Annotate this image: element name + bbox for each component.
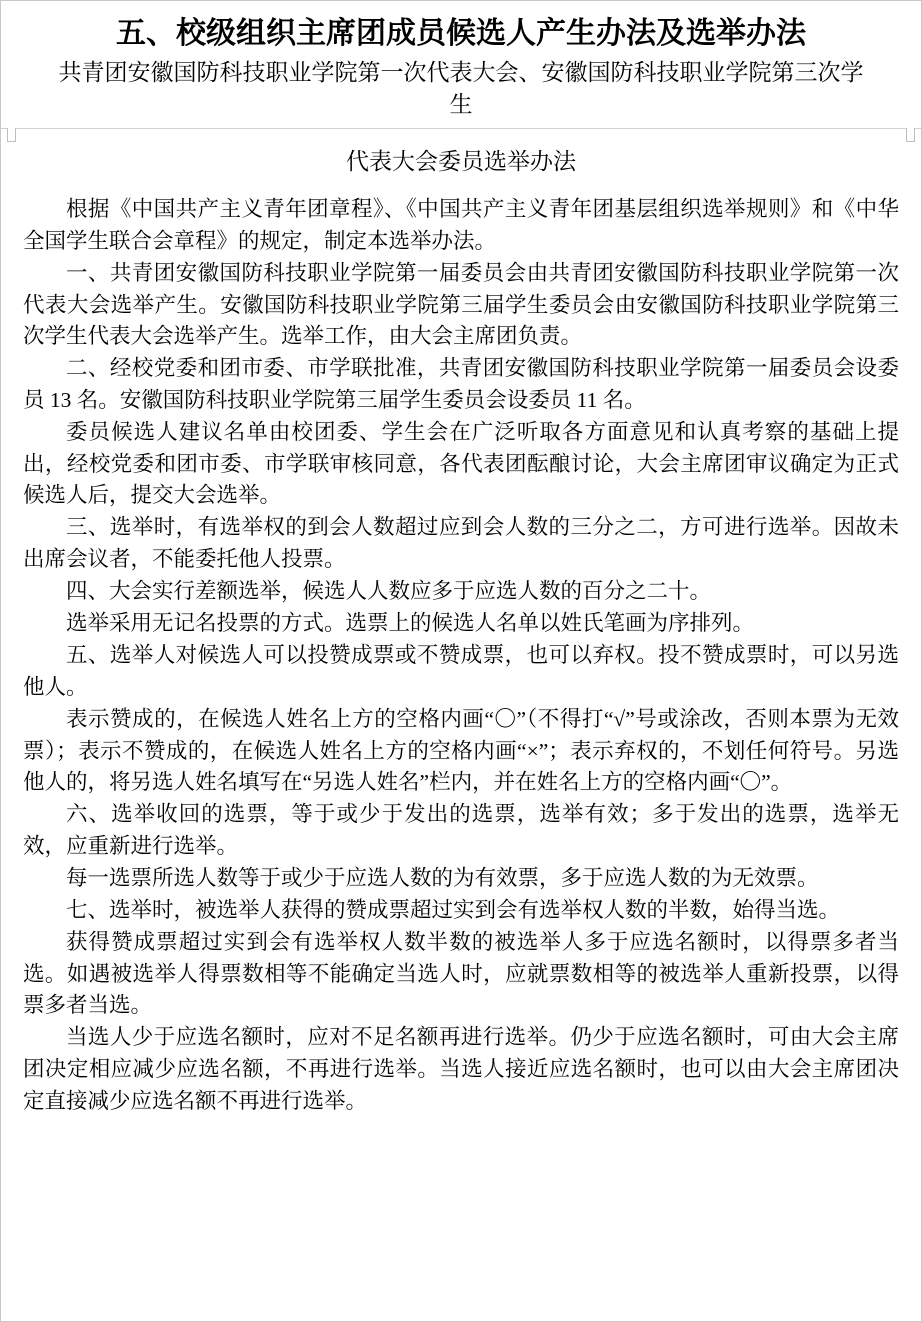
divider-line <box>1 128 921 129</box>
page-title: 五、校级组织主席团成员候选人产生办法及选举办法 <box>116 17 806 50</box>
paragraph: 四、大会实行差额选举，候选人人数应多于应选人数的百分之二十。 <box>66 579 712 604</box>
margin-marker-left <box>7 128 16 142</box>
document-subtitle-line-2: 代表大会委员选举办法 <box>346 148 576 174</box>
paragraph: 七、选举时，被选举人获得的赞成票超过实到会有选举权人数的半数，始得当选。 <box>66 898 841 923</box>
paragraph: 每一选票所选人数等于或少于应选人数的为有效票，多于应选人数的为无效票。 <box>66 865 819 890</box>
paragraph: 三、选举时，有选举权的到会人数超过应到会人数的三分之二，方可进行选举。因故未出席会议者，不能委托他人投票。 <box>23 515 899 571</box>
paragraph: 当选人少于应选名额时，应对不足名额再进行选举。仍少于应选名额时，可由大会主席团决定相应减少应选名额，不再进行选举。当选人接近应选名额时，也可以由大会主席团决定直接减少应选名额不再进行选举。 <box>23 1025 899 1113</box>
paragraph: 一、共青团安徽国防科技职业学院第一届委员会由共青团安徽国防科技职业学院第一次代表大会选举产生。安徽国防科技职业学院第三届学生委员会由安徽国防科技职业学院第三次学生代表大会选举产生。选举工作，由大会主席团负责。 <box>23 261 899 349</box>
paragraph: 获得赞成票超过实到会有选举权人数半数的被选举人多于应选名额时，以得票多者当选。如遇被选举人得票数相等不能确定当选人时，应就票数相等的被选举人重新投票，以得票多者当选。 <box>23 930 899 1018</box>
document-content <box>1 1 921 1117</box>
page-section-divider <box>23 128 899 144</box>
paragraph: 选举采用无记名投票的方式。选票上的候选人名单以姓氏笔画为序排列。 <box>66 611 755 636</box>
paragraph: 五、选举人对候选人可以投赞成票或不赞成票，也可以弃权。投不赞成票时，可以另选他人。 <box>23 643 899 699</box>
paragraph: 根据《中国共产主义青年团章程》、《中国共产主义青年团基层组织选举规则》和《中华全国学生联合会章程》的规定，制定本选举办法。 <box>23 197 899 254</box>
paragraph: 六、选举收回的选票，等于或少于发出的选票，选举有效；多于发出的选票，选举无效，应重新进行选举。 <box>23 802 899 858</box>
document-body <box>23 194 899 1117</box>
document-subtitle-line-1: 共青团安徽国防科技职业学院第一次代表大会、安徽国防科技职业学院第三次学生 <box>58 59 864 118</box>
margin-marker-right <box>906 128 915 142</box>
paragraph: 二、经校党委和团市委、市学联批准，共青团安徽国防科技职业学院第一届委员会设委员 13 名。安徽国防科技职业学院第三届学生委员会设委员 11 名。 <box>23 356 899 413</box>
paragraph: 表示赞成的，在候选人姓名上方的空格内画“〇”（不得打“√”号或涂改，否则本票为无效票）；表示不赞成的，在候选人姓名上方的空格内画“×”；表示弃权的，不划任何符号。另选他人的，将另选人姓名填写在“另选人姓名”栏内，并在姓名上方的空格内画“〇”。 <box>23 706 899 795</box>
paragraph: 委员候选人建议名单由校团委、学生会在广泛听取各方面意见和认真考察的基础上提出，经校党委和团市委、市学联审核同意，各代表团酝酿讨论，大会主席团审议确定为正式候选人后，提交大会选举。 <box>23 420 899 508</box>
